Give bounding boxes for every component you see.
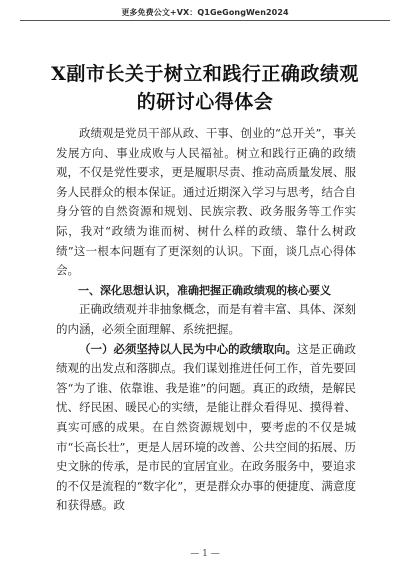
document-title: X副市长关于树立和践行正确政绩观的研讨心得体会 bbox=[51, 63, 359, 113]
document-body bbox=[56, 124, 356, 516]
header-note: 更多免费公文+VX：Q1GeGongWen2024 bbox=[121, 8, 289, 17]
page-number: — 1 — bbox=[190, 549, 220, 559]
section-heading-1: 一、深化思想认识，准确把握正确政绩观的核心要义 bbox=[78, 283, 331, 297]
paragraph-subsection-1 bbox=[56, 340, 356, 516]
header-divider bbox=[20, 20, 390, 21]
paragraph-intro: 政绩观是党员干部从政、干事、创业的“总开关”，事关发展方向、事业成败与人民福祉。树立和践行正确的政绩观，不仅是党性要求，更是履职尽责、推动高质量发展、服务人民群众的根本保证。通过近期深入学习与思考，结合自身分管的自然资源和规划、民族宗教、政务服务等工作实际，我对“政绩为谁而树、树什么样的政绩、靠什么树政绩”这一根本问题有了更深刻的认识。下面，谈几点心得体会。 bbox=[56, 126, 356, 278]
subsection-heading-1: （一）必须坚持以人民为中心的政绩取向。 bbox=[79, 341, 297, 356]
paragraph-section-intro: 正确政绩观并非抽象概念，而是有着丰富、具体、深刻的内涵，必须全面理解、系统把握。 bbox=[56, 302, 356, 336]
subsection-text-1: 这是正确政绩观的出发点和落脚点。我们谋划推进任何工作，首先要回答“为了谁、依靠谁、我是谁”的问题。真正的政绩，是解民忧、纾民困、暖民心的实绩，是能让群众看得见、摸得着、真实可感的成果。在自然资源规划中，要考虑的不仅是城市“长高长壮”，更是人居环境的改善、公共空间的拓展、历史文脉的传承，是市民的宜居宜业。在政务服务中，要追求的不仅是流程的“数字化”，更是群众办事的便捷度、满意度和获得感。政 bbox=[56, 341, 356, 513]
